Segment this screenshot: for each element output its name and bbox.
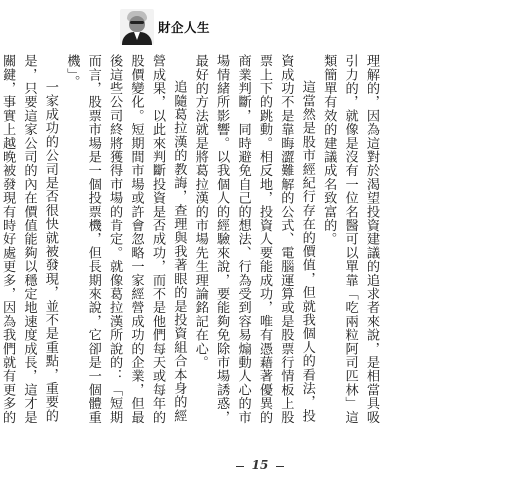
paragraph-2: 這當然是股市經紀行存在的價值，但就我個人的看法，投資成功不是靠晦澀難解的公式、電腦運算或是股票行情板上股票上下的跳動。相反地，投資人要能成功，唯有憑藉著優異的商業判斷，同時避免自己的想法、行為受到容易煽動人心的市場情緒所影響。以我個人的經驗來說，要能夠免除市場誘惑，最好的方法就是將葛拉漢的市場先生理論銘記在心。 [192,54,315,424]
page-number-dash-left [236,466,244,467]
page-number [0,458,520,472]
page-number-dash-right [276,466,284,467]
paragraph-4: 一家成功的公司是否很快就被發現，並不是重點，重要的是，只要這家公司的內在價值能夠以穩定地速度成長，這才是關鍵，事實上越晚被發現有時好處更多，因為我們就有更多的 [0,54,58,424]
body-text [0,54,382,429]
paragraph-3: 追隨葛拉漢的教誨，查理與我著眼的是投資組合本身的經營成果，以此來判斷投資是否成功，而不是他們每天或每年的股價變化。短期間市場或許會忽略一家經營成功的企業，但最後這些公司終將獲得市場的肯定。就像葛拉漢所說的：「短期而言，股票市場是一個投票機，但長期來說，它卻是一個體重機」。 [64,54,187,424]
portrait-photo-icon [120,9,154,45]
page-number-value: 15 [251,458,269,472]
running-header [120,8,210,46]
header-title: 財企人生 [158,20,211,35]
paragraph-1: 理解的，因為這對於渴望投資建議的追求者來說，是相當具吸引力的，就像是沒有一位名醫可以單靠「吃兩粒阿司匹林」這類簡單有效的建議成名致富的。 [321,54,379,424]
